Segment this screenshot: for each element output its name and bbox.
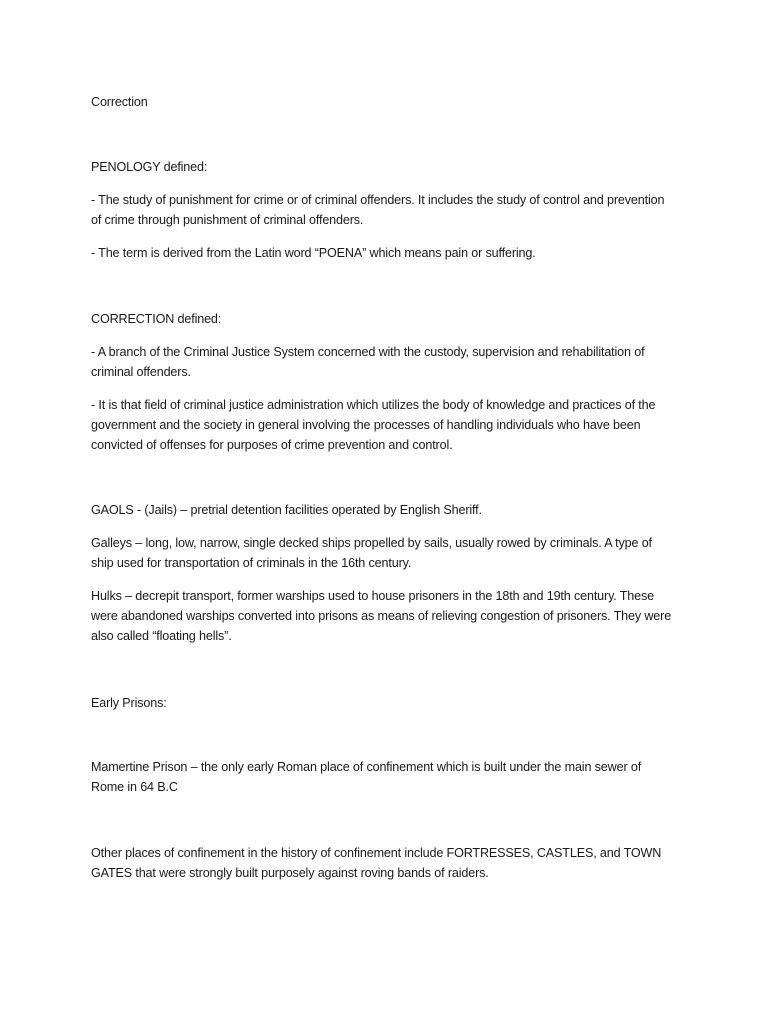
early-prisons-heading: Early Prisons:: [91, 696, 167, 710]
penology-heading: PENOLOGY defined:: [91, 160, 208, 174]
document-title: Correction: [91, 95, 148, 109]
correction-definition-1: - A branch of the Criminal Justice System concerned with the custody, supervision and rehabilitation of criminal offenders.: [91, 345, 645, 379]
mamertine-prison-definition: Mamertine Prison – the only early Roman place of confinement which is built under the main sewer of Rome in 64 B.C: [91, 760, 642, 794]
gaols-definition: GAOLS - (Jails) – pretrial detention facilities operated by English Sheriff.: [91, 503, 482, 517]
galleys-definition: Galleys – long, low, narrow, single decked ships propelled by sails, usually rowed by criminals. A type of ship used for transportation of criminals in the 16th century.: [91, 536, 652, 570]
penology-definition-1: - The study of punishment for crime or of criminal offenders. It includes the study of control and prevention of crime through punishment of criminal offenders.: [91, 193, 665, 227]
other-places-of-confinement: Other places of confinement in the history of confinement include FORTRESSES, CASTLES, and TOWN GATES that were strongly built purposely against roving bands of raiders.: [91, 846, 662, 880]
correction-definition-2: - It is that field of criminal justice administration which utilizes the body of knowledge and practices of the government and the society in general involving the processes of handling individuals who have been convicted of offenses for purposes of crime prevention and control.: [91, 398, 656, 452]
hulks-definition: Hulks – decrepit transport, former warships used to house prisoners in the 18th and 19th century. These were abandoned warships converted into prisons as means of relieving congestion of prisoners. They were also called “floating hells”.: [91, 589, 672, 643]
penology-definition-2: - The term is derived from the Latin word “POENA” which means pain or suffering.: [91, 246, 536, 260]
correction-heading: CORRECTION defined:: [91, 312, 222, 326]
